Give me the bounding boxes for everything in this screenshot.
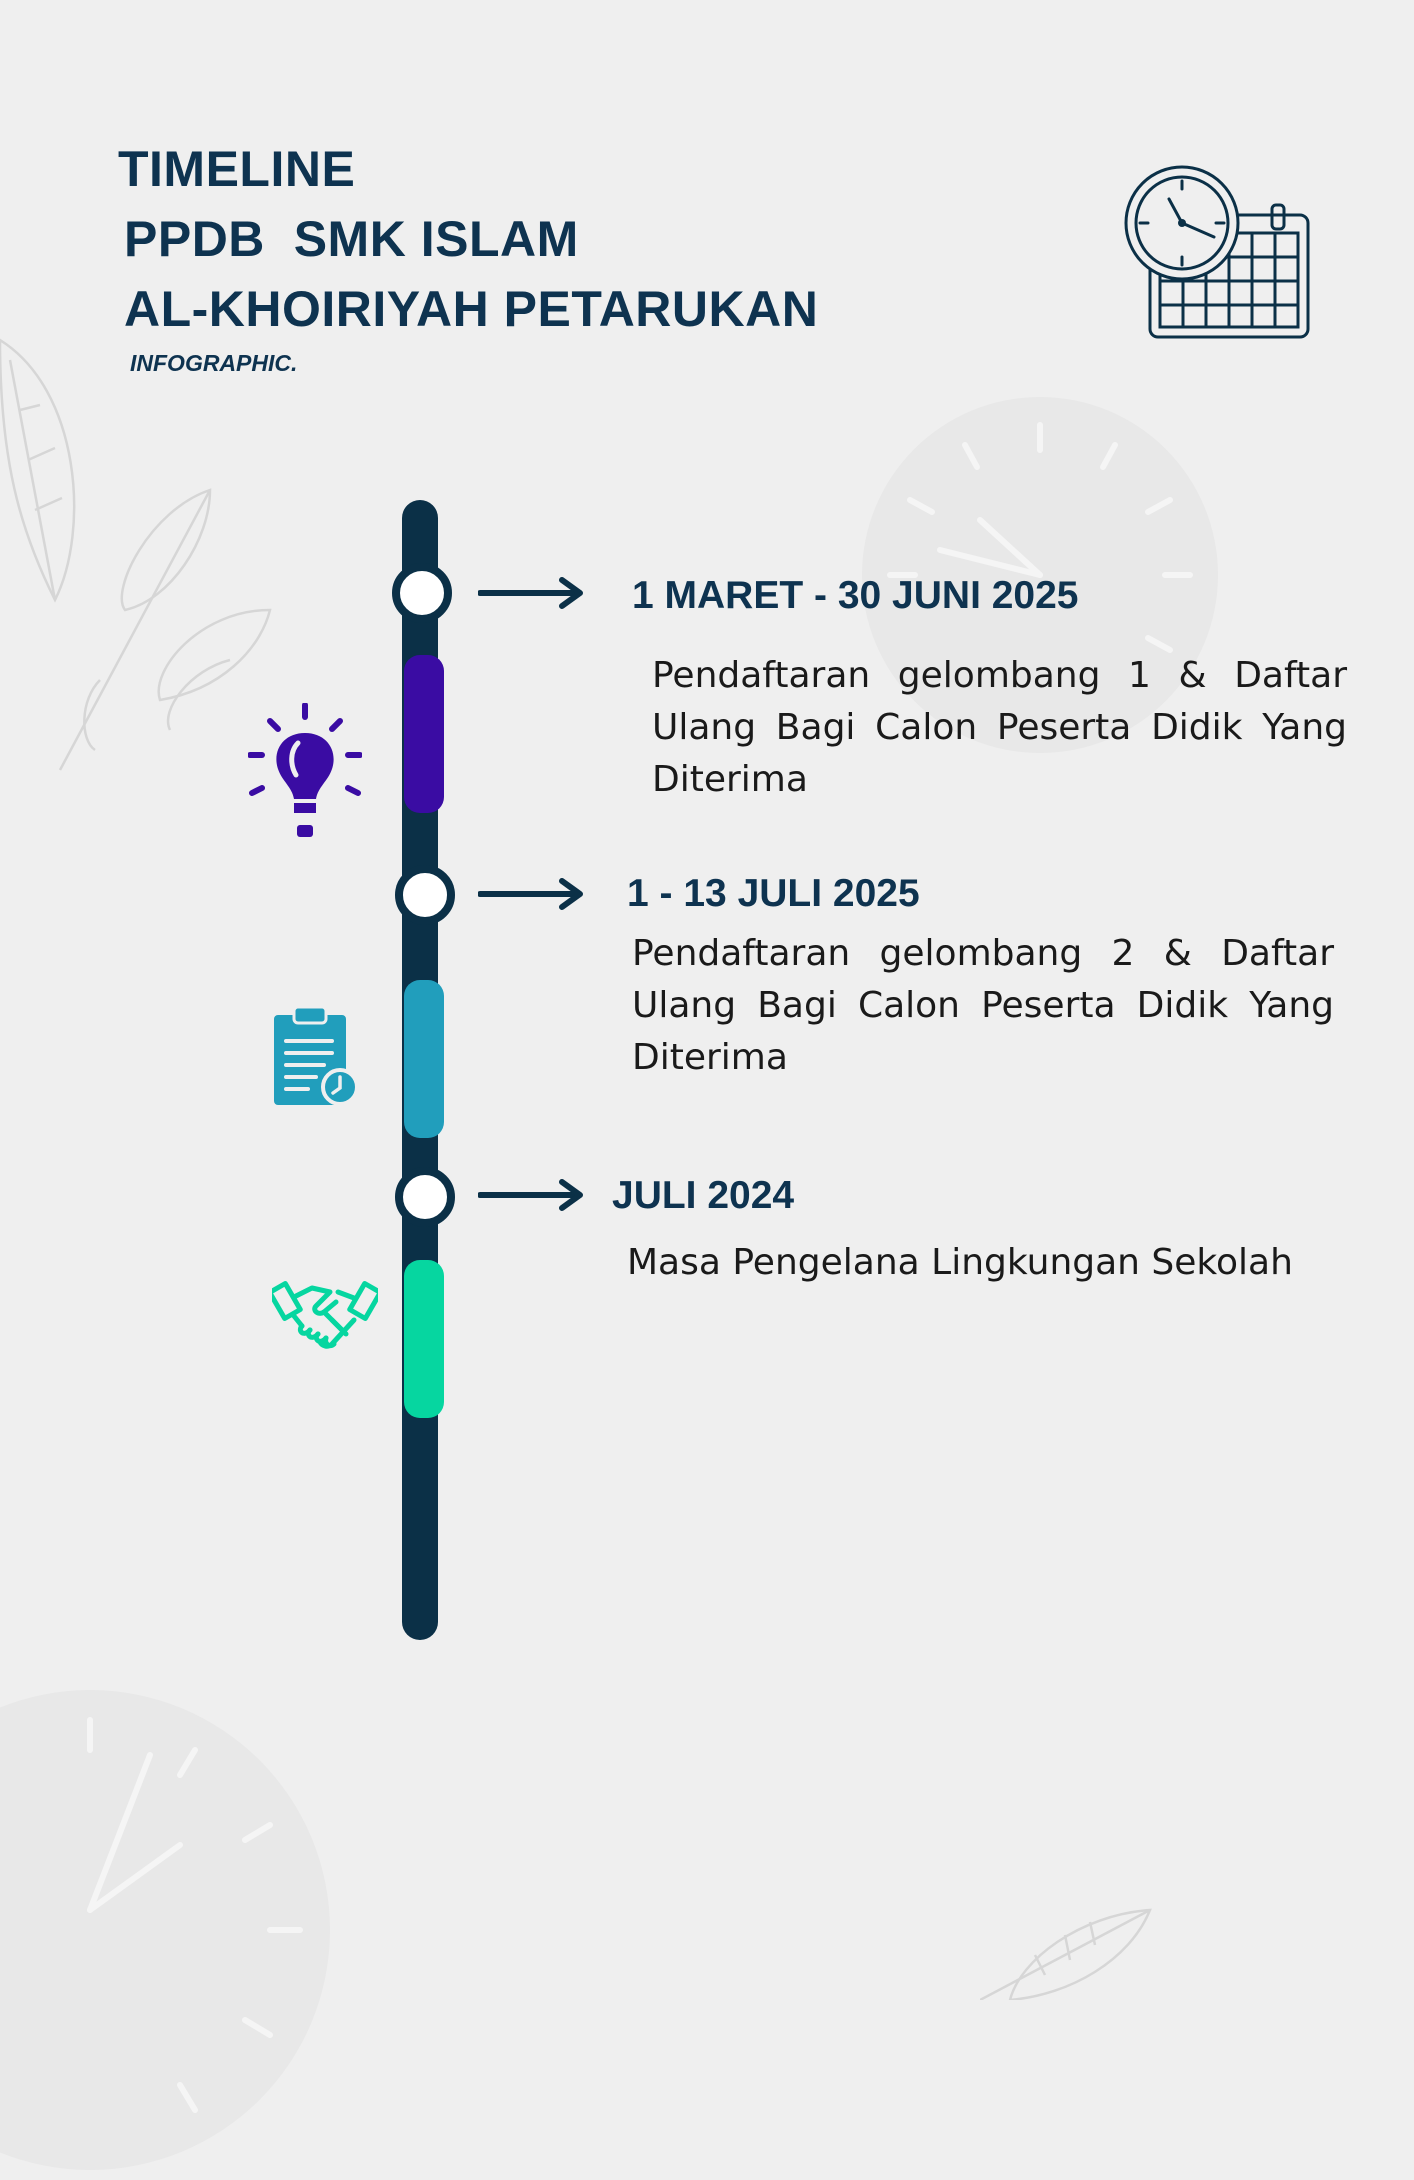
timeline-segment-2 bbox=[404, 980, 444, 1138]
background-leaf-decoration bbox=[980, 1900, 1160, 2000]
title-line-3: AL-KHOIRIYAH PETARUKAN bbox=[124, 281, 819, 337]
background-clock-icon bbox=[0, 1680, 340, 2180]
subtitle: INFOGRAPHIC. bbox=[130, 350, 298, 376]
timeline-segment-3 bbox=[404, 1260, 444, 1418]
title-line-2: PPDB SMK ISLAM bbox=[124, 211, 579, 267]
timeline-date-3: JULI 2024 bbox=[612, 1174, 795, 1217]
lightbulb-icon bbox=[248, 703, 362, 839]
timeline-date-2: 1 - 13 JULI 2025 bbox=[627, 872, 920, 915]
timeline-node-3 bbox=[395, 1167, 455, 1227]
timeline-description-3: Masa Pengelana Lingkungan Sekolah bbox=[627, 1242, 1293, 1283]
arrow-icon bbox=[478, 576, 588, 610]
arrow-icon bbox=[478, 1178, 588, 1212]
title-line-1: TIMELINE bbox=[118, 141, 356, 197]
calendar-clock-icon bbox=[1124, 165, 1314, 345]
handshake-icon bbox=[272, 1272, 378, 1364]
timeline-date-1: 1 MARET - 30 JUNI 2025 bbox=[632, 574, 1079, 617]
timeline-node-2 bbox=[395, 865, 455, 925]
timeline-node-1 bbox=[392, 563, 452, 623]
timeline-segment-1 bbox=[404, 655, 444, 813]
clipboard-clock-icon bbox=[272, 1005, 360, 1107]
timeline-description-2: Pendaftaran gelombang 2 & Daftar Ulang Bagi Calon Peserta Didik Yang Diterima bbox=[632, 933, 1334, 1078]
arrow-icon bbox=[478, 877, 588, 911]
timeline-description-1: Pendaftaran gelombang 1 & Daftar Ulang Bagi Calon Peserta Didik Yang Diterima bbox=[652, 655, 1347, 800]
background-leaves-decoration bbox=[0, 330, 290, 790]
